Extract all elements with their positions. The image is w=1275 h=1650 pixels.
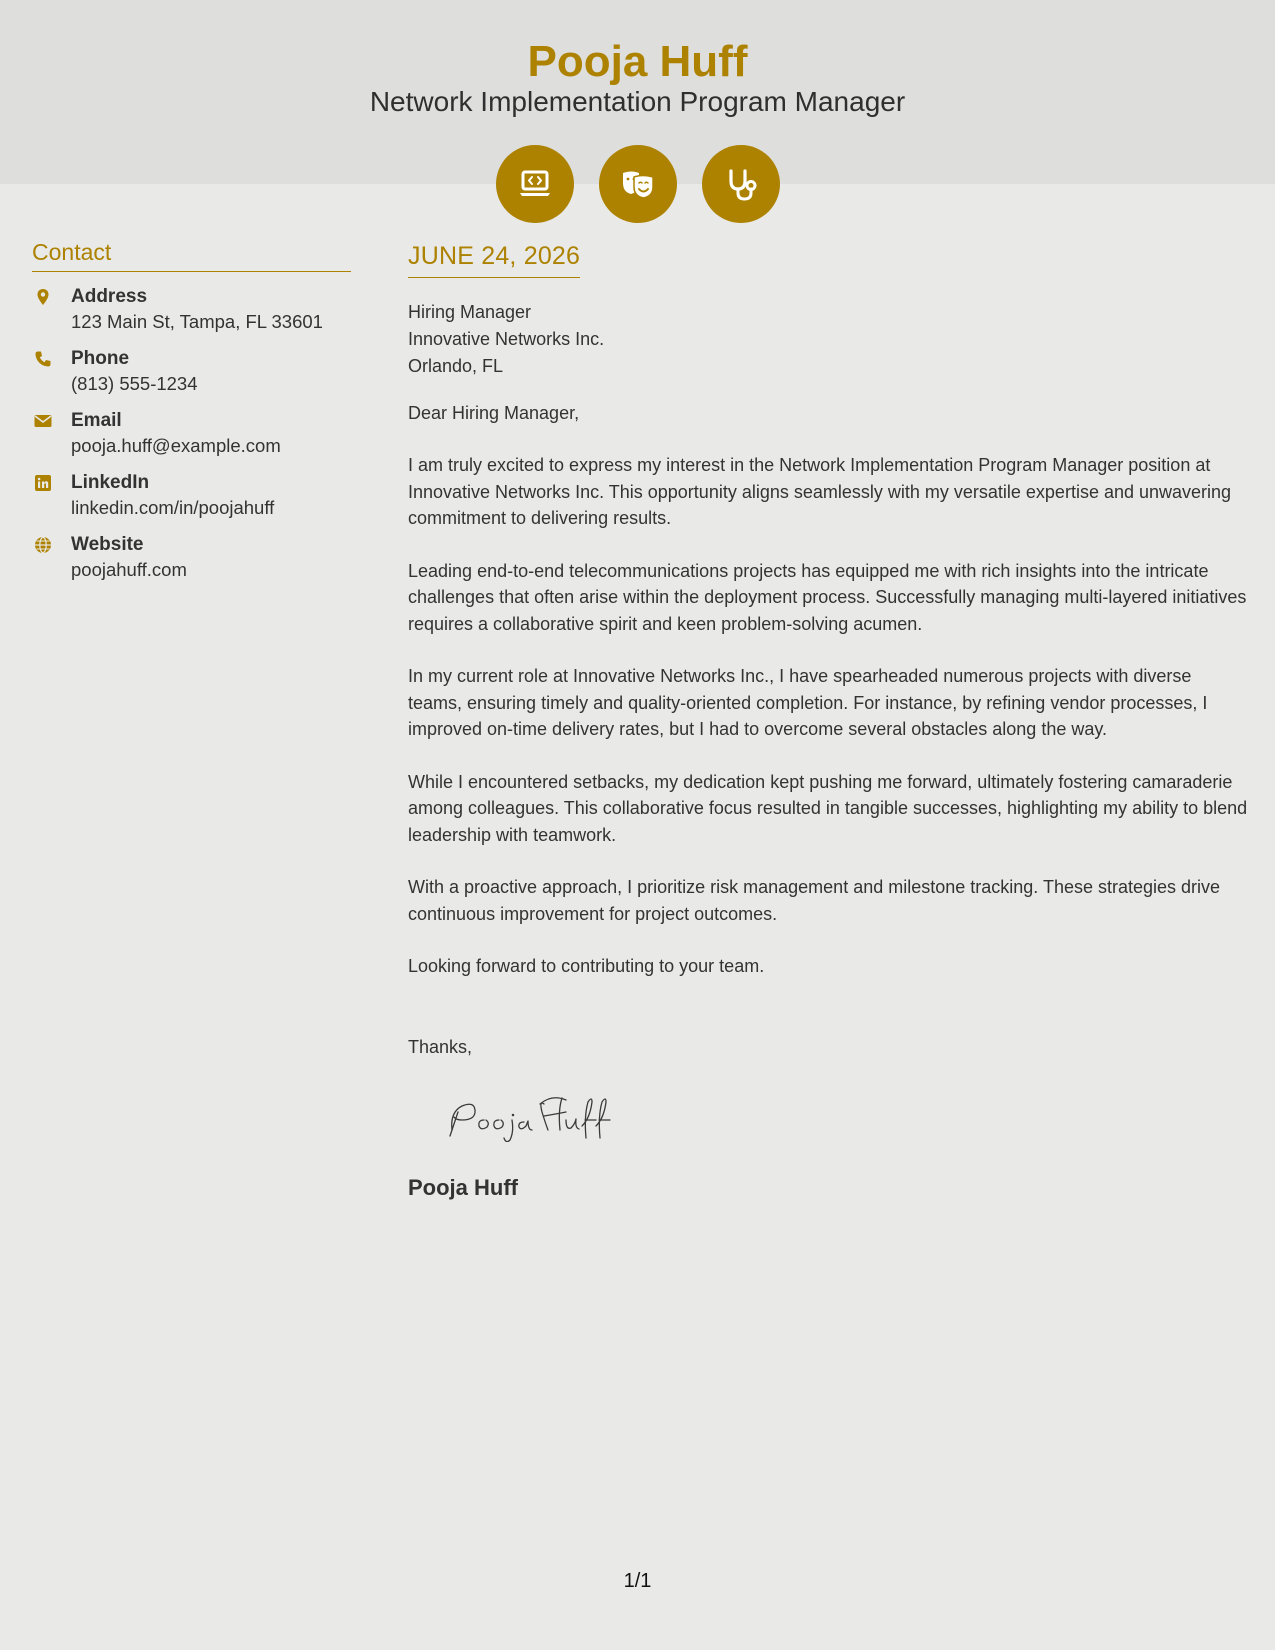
interest-icons [496, 145, 780, 223]
contact-sidebar [32, 238, 351, 582]
job-title: Network Implementation Program Manager [369, 86, 906, 117]
website-label: Website [71, 534, 144, 555]
theater-masks-icon [618, 164, 658, 204]
map-pin-icon [34, 288, 52, 306]
applicant-name: Pooja Huff [527, 37, 748, 86]
handwritten-signature [444, 1090, 644, 1142]
contact-linkedin [32, 471, 351, 520]
paragraph: In my current role at Innovative Networks Inc., I have spearheaded numerous projects with diverse teams, ensuring timely and quality-oriented completion. For instance, by refining vendor processes, I improved on-time delivery rates, but I had to overcome several obstacles along the way. [408, 666, 1208, 739]
recipient-line: Hiring Manager [408, 302, 532, 322]
paragraph: While I encountered setbacks, my dedication kept pushing me forward, ultimately fostering camaraderie among colleagues. This collaborative focus resulted in tangible successes, highlighting my ability to blend leadership with teamwork. [408, 771, 1248, 845]
paragraph: With a proactive approach, I prioritize risk management and milestone tracking. These strategies drive continuous improvement for project outcomes. [408, 877, 1221, 924]
contact-phone [32, 347, 351, 396]
contact-email [32, 409, 351, 458]
contact-heading: Contact [32, 238, 351, 272]
email-value: pooja.huff@example.com [71, 435, 281, 456]
letter-date: JUNE 24, 2026 [408, 240, 580, 278]
email-label: Email [71, 410, 122, 431]
recipient-block [408, 299, 1248, 380]
recipient-line: Innovative Networks Inc. [408, 329, 605, 349]
recipient-line: Orlando, FL [408, 356, 504, 376]
contact-website [32, 533, 351, 582]
linkedin-icon [34, 474, 52, 492]
theater-masks-badge [599, 145, 677, 223]
laptop-code-badge [496, 145, 574, 223]
laptop-code-icon [515, 164, 555, 204]
phone-label: Phone [71, 348, 130, 369]
website-value: poojahuff.com [71, 559, 187, 580]
closing: Thanks, [408, 1036, 473, 1057]
globe-icon [34, 536, 52, 554]
address-label: Address [71, 286, 148, 307]
paragraph: I am truly excited to express my interest in the Network Implementation Program Manager position at Innovative Networks Inc. This opportunity aligns seamlessly with my versatile expertise and unwavering commitment to delivering results. [408, 455, 1232, 528]
signed-name: Pooja Huff [408, 1174, 518, 1200]
paragraph: Leading end-to-end telecommunications projects has equipped me with rich insights into the intricate challenges that often arise within the deployment process. Successfully managing multi-layered initiatives requires a collaborative spirit and keen problem-solving acumen. [408, 560, 1247, 634]
stethoscope-icon [721, 164, 761, 204]
paragraph: Looking forward to contributing to your team. [408, 956, 765, 976]
stethoscope-badge [702, 145, 780, 223]
letter-body [408, 240, 1248, 1201]
linkedin-value: linkedin.com/in/poojahuff [71, 497, 275, 518]
contact-address [32, 285, 351, 334]
greeting: Dear Hiring Manager, [408, 403, 580, 423]
envelope-icon [34, 412, 52, 430]
linkedin-label: LinkedIn [71, 472, 150, 493]
phone-value: (813) 555-1234 [71, 373, 198, 394]
address-value: 123 Main St, Tampa, FL 33601 [71, 311, 323, 332]
phone-icon [34, 350, 52, 368]
page-number: 1/1 [623, 1570, 652, 1592]
